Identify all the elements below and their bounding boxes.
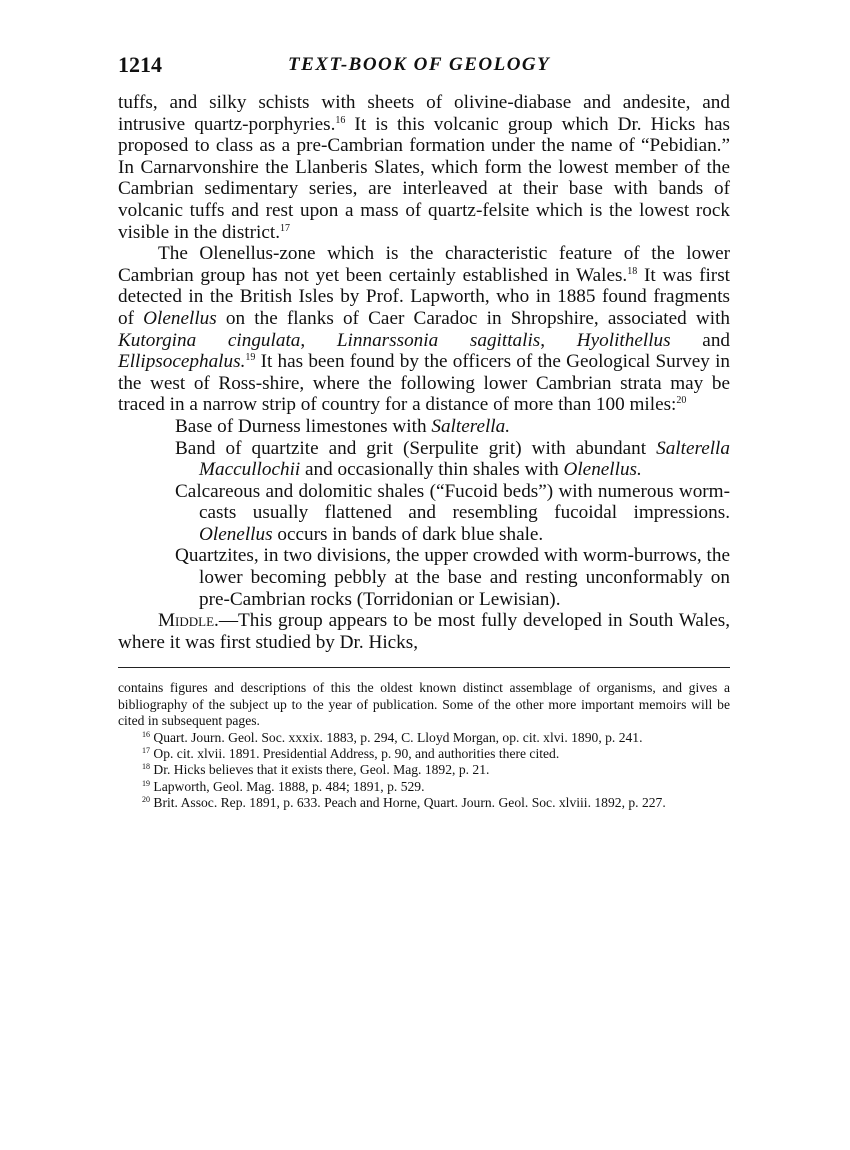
text-run: It is this volcanic group which Dr. Hicks has proposed to class as a pre-Cambrian formation under the name of “Pebidian.” In Carnarvonshire the Llanberis Slates, which form the lowest member of the Cambrian sedimentary series, are interleaved at their base with bands of volcanic tuffs and rest upon a mass of quartz-felsite which is the lowest rock visible in the district. <box>118 113 730 243</box>
book-page <box>118 52 730 812</box>
text-run: —This group appears to be most fully developed in South Wales, where it was first studied by Dr. Hicks, <box>118 610 730 653</box>
text-run: The Olenellus-zone which is the characteristic feature of the lower Cambrian group has not yet been certainly established in Wales. <box>118 243 730 286</box>
text-run: Base of Durness limestones with <box>175 415 432 437</box>
text-run: and occasionally thin shales with <box>300 459 564 481</box>
text-run: It was first detected in the British Isles by Prof. Lapworth, who in 1885 found fragments of <box>118 264 730 329</box>
footnote-18 <box>118 762 730 778</box>
main-text-continued <box>118 610 730 653</box>
text-run: It has been found by the officers of the Geological Survey in the west of Ross-shire, where the following lower Cambrian strata may be traced in a narrow strip of country for a distance of more than 100 miles: <box>118 351 730 416</box>
footnote-text: Brit. Assoc. Rep. 1891, p. 633. Peach and Horne, Quart. Journ. Geol. Soc. xlviii. 1892, p. 227. <box>150 795 666 811</box>
footnote-continued: contains figures and descriptions of this the oldest known distinct assemblage of organisms, and gives a bibliography of the subject up to the year of publication. Some of the other more important memoirs will be cited in subsequent pages. <box>118 680 730 729</box>
paragraph-3 <box>118 610 730 653</box>
footnotes <box>118 680 730 811</box>
footnote-number: 20 <box>142 795 150 805</box>
footnote-16 <box>118 730 730 746</box>
footnote-20 <box>118 795 730 811</box>
taxon-name: Hyolithellus <box>576 329 671 351</box>
footnote-number: 19 <box>142 778 150 788</box>
taxon-name: Kutorgina cingulata <box>118 329 301 351</box>
list-item <box>175 545 730 610</box>
text-run: Quartzites, in two divisions, the upper crowded with worm-burrows, the lower becoming pebbly at the base and resting unconformably on pre-Cambrian rocks (Torridonian or Lewisian). <box>175 545 730 610</box>
section-head-middle: Middle. <box>158 610 219 632</box>
text-run: on the flanks of Caer Caradoc in Shropshire, associated with <box>216 307 730 329</box>
text-run: occurs in bands of dark blue shale. <box>272 523 544 545</box>
footnote-text: Quart. Journ. Geol. Soc. xxxix. 1883, p. 294, C. Lloyd Morgan, op. cit. xlvi. 1890, p. 241. <box>150 729 643 745</box>
taxon-name: Salterella. <box>431 415 511 437</box>
text-run: Calcareous and dolomitic shales (“Fucoid beds”) with numerous worm-casts usually flattened and resembling fucoidal impressions. <box>175 480 730 524</box>
text-run: , <box>540 329 577 351</box>
taxon-name: Ellipsocephalus. <box>118 351 246 373</box>
footnote-number: 17 <box>142 746 150 756</box>
footnote-ref-19: 19 <box>245 352 256 364</box>
list-item <box>175 416 730 438</box>
text-run: and <box>670 329 731 351</box>
taxon-name: Olenellus <box>199 523 273 545</box>
footnote-text: Lapworth, Geol. Mag. 1888, p. 484; 1891, p. 529. <box>150 778 425 794</box>
strata-list <box>175 416 730 610</box>
footnote-divider <box>118 667 730 668</box>
main-text <box>118 92 730 416</box>
running-title: TEXT-BOOK OF GEOLOGY <box>288 54 551 75</box>
text-run: tuffs, and silky schists with sheets of olivine-diabase and andesite, and intrusive quartz-porphyries. <box>118 92 730 135</box>
footnote-text: Dr. Hicks believes that it exists there, Geol. Mag. 1892, p. 21. <box>150 762 490 778</box>
footnote-number: 18 <box>142 762 150 772</box>
page-number: 1214 <box>118 52 162 77</box>
taxon-name: Salterella Maccullochii <box>199 437 730 481</box>
list-item <box>175 438 730 481</box>
footnote-ref-16: 16 <box>335 114 346 126</box>
list-item <box>175 481 730 546</box>
footnote-17 <box>118 746 730 762</box>
taxon-name: Olenellus <box>143 307 217 329</box>
paragraph-2 <box>118 243 730 416</box>
footnote-19 <box>118 779 730 795</box>
taxon-name: Linnarssonia sagittalis <box>336 329 541 351</box>
text-run: Band of quartzite and grit (Serpulite grit) with abundant <box>175 437 657 459</box>
footnote-text: Op. cit. xlvii. 1891. Presidential Address, p. 90, and authorities there cited. <box>150 746 560 762</box>
footnote-ref-20: 20 <box>676 395 687 407</box>
footnote-ref-18: 18 <box>627 265 638 277</box>
footnote-ref-17: 17 <box>280 222 291 234</box>
footnote-number: 16 <box>142 729 150 739</box>
text-run: , <box>300 329 337 351</box>
taxon-name: Olenellus. <box>563 459 642 481</box>
page-header <box>118 52 730 92</box>
paragraph-1 <box>118 92 730 243</box>
